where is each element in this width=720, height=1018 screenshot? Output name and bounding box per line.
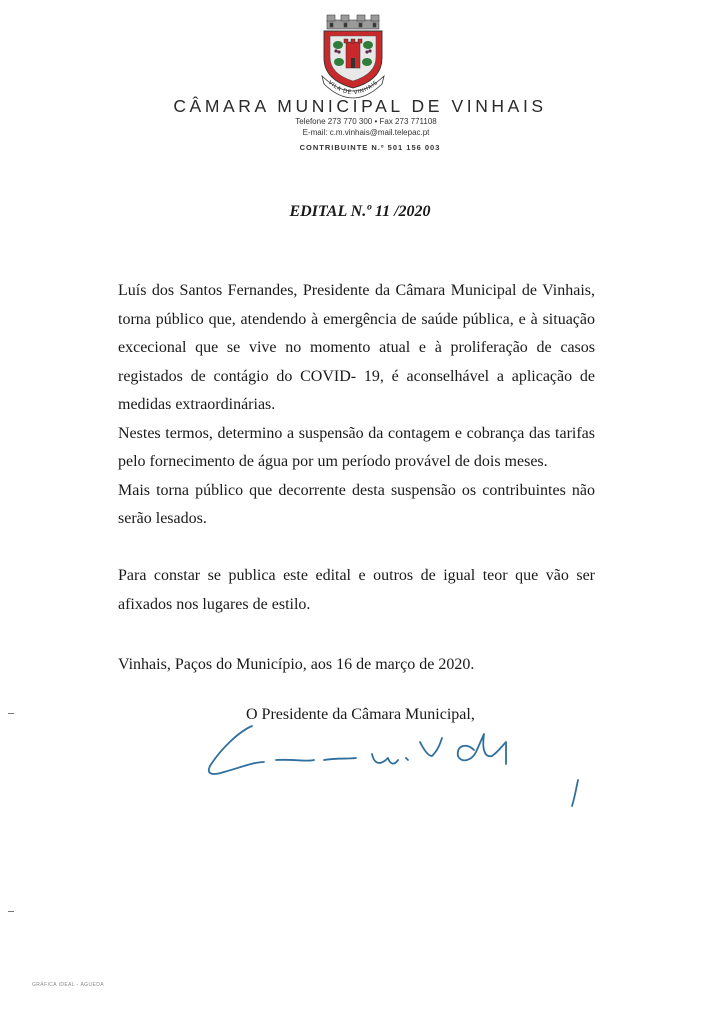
email-line: E-mail: c.m.vinhais@mail.telepac.pt [302,128,430,137]
edict-title: EDITAL N.º 11 /2020 [289,203,431,220]
body-paragraph: Para constar se publica este edital e outros de igual teor que vão ser afixados nos lugares de estilo. [118,567,595,613]
margin-tick-mark [8,713,14,714]
margin-tick-mark [8,911,14,912]
phone-fax-line: Telefone 273 770 300 • Fax 273 771108 [295,117,437,126]
printer-credit: GRÁFICA IDEAL - ÁGUEDA [32,982,104,988]
taxpayer-number: CONTRIBUINTE N.º 501 156 003 [299,143,441,152]
body-paragraph: Mais torna público que decorrente desta suspensão os contribuintes não serão lesados. [118,481,595,527]
place-and-date: Vinhais, Paços do Município, aos 16 de março de 2020. [118,656,475,673]
crest-motto: VILA DE VINHAIS [326,79,380,97]
edict-body [118,277,595,619]
body-paragraph: Nestes termos, determino a suspensão da contagem e cobrança das tarifas pelo fornecimento de água por um período provável de dois meses. [118,424,595,470]
body-paragraph: Luís dos Santos Fernandes, Presidente da Câmara Municipal de Vinhais, torna público que, atendendo à emergência de saúde pública, e à situação excecional que se vive no momento atual e à proliferação de casos registados de contágio do COVID- 19, é aconselhável a aplicação de medidas extraordinárias. [118,282,595,413]
handwritten-signature [202,722,592,810]
municipality-name: CÂMARA MUNICIPAL DE VINHAIS [173,96,547,116]
municipal-crest-logo [311,14,395,100]
signatory-title: O Presidente da Câmara Municipal, [246,706,475,723]
